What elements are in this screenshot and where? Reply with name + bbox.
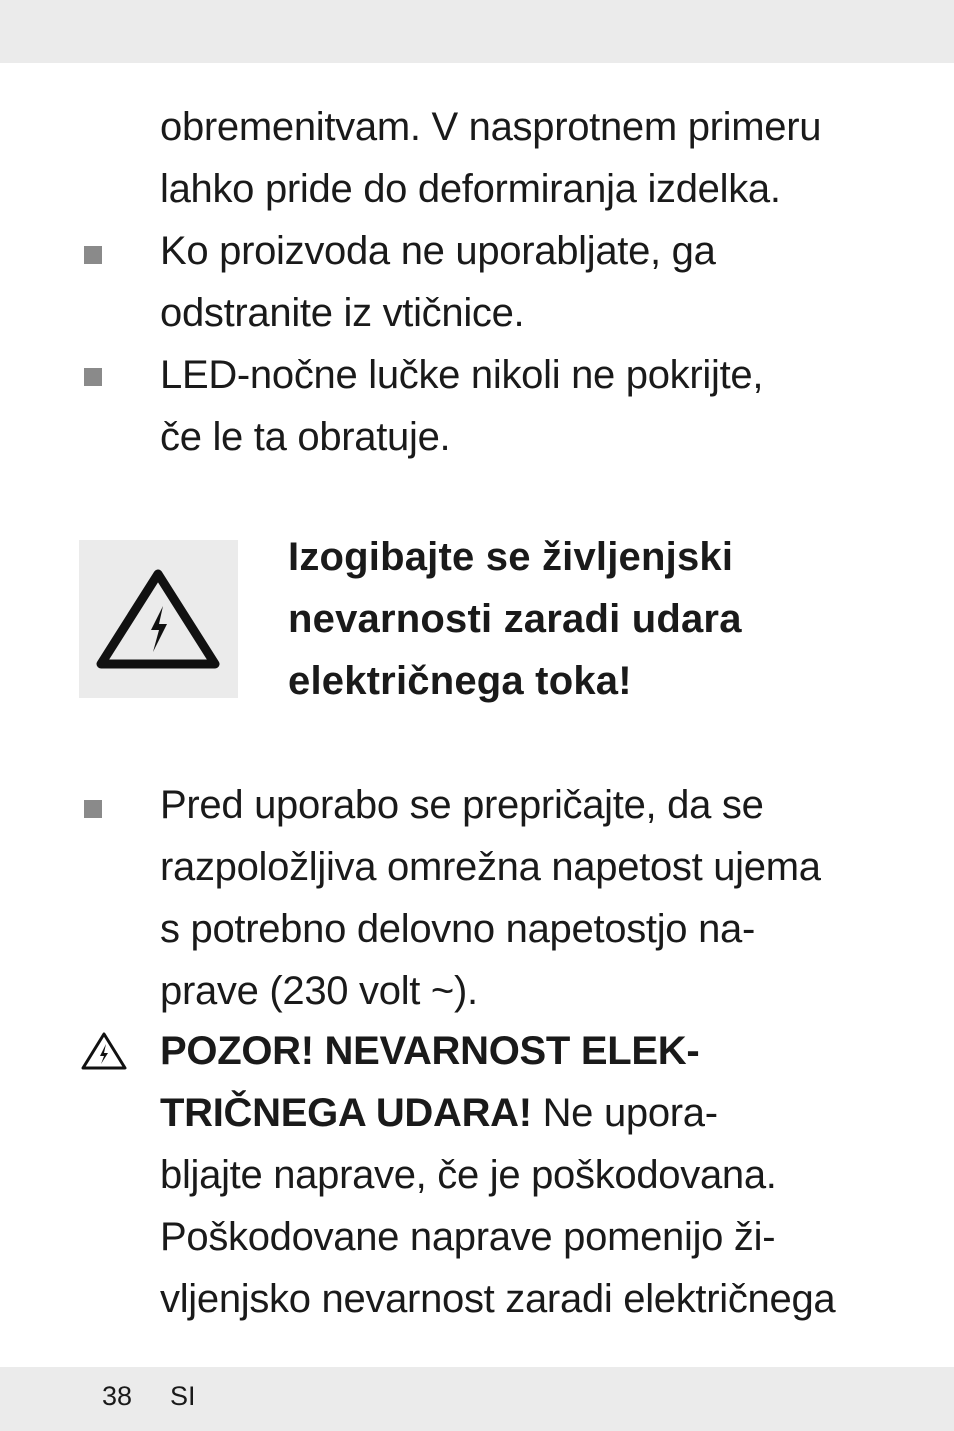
caution-text: bljajte naprave, če je poškodovana. [160,1153,777,1197]
bullet-marker [84,246,102,264]
language-code: SI [170,1381,196,1411]
electric-hazard-triangle-icon [79,540,238,698]
warning-heading: električnega toka! [288,659,632,703]
caution-warning-icon [80,1030,128,1077]
caution-text: Ne upora- [531,1091,718,1135]
bullet-text: če le ta obratuje. [160,415,451,459]
bullet-marker [84,800,102,818]
bullet-text: Ko proizvoda ne uporabljate, ga [160,229,716,273]
bullet-text: s potrebno delovno napetostjo na- [160,907,755,951]
footer-band [0,1367,954,1431]
text-line: obremenitvam. V nasprotnem primeru [160,105,822,149]
caution-heading: TRIČNEGA UDARA! [160,1091,532,1135]
warning-heading: Izogibajte se življenjski [288,535,734,579]
caution-text [160,1082,718,1144]
caution-text: vljenjsko nevarnost zaradi električnega [160,1277,836,1321]
bullet-text: razpoložljiva omrežna napetost ujema [160,845,821,889]
caution-text: Poškodovane naprave pomenijo ži- [160,1215,776,1259]
bullet-marker [84,368,102,386]
warning-heading: nevarnosti zaradi udara [288,597,742,641]
warning-icon-box [79,540,238,698]
bullet-text: Pred uporabo se prepričajte, da se [160,783,764,827]
bullet-text: odstranite iz vtičnice. [160,291,525,335]
bullet-text: prave (230 volt ~). [160,969,478,1013]
bullet-text: LED-nočne lučke nikoli ne pokrijte, [160,353,764,397]
text-line: lahko pride do deformiranja izdelka. [160,167,781,211]
header-band [0,0,954,63]
page-number: 38 [102,1381,133,1411]
caution-heading: POZOR! NEVARNOST ELEK- [160,1029,700,1073]
